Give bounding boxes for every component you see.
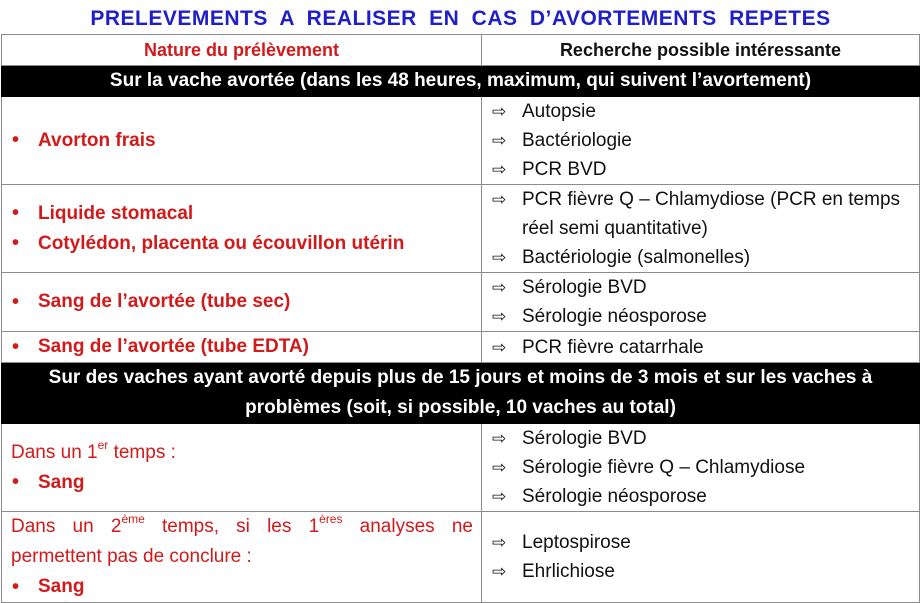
analysis-item [482,243,919,272]
sample-item [2,199,481,229]
analysis-cell [482,424,920,512]
sample-label: Sang [38,471,85,493]
analysis-item [482,453,919,482]
sample-label: Cotylédon, placenta ou écouvillon utérin [38,232,405,254]
analysis-item [482,424,919,453]
analysis-label: PCR BVD [522,159,607,180]
section-band-aborted-cow [2,66,920,97]
analysis-cell [482,97,920,185]
analysis-label: Sérologie néosporose [522,486,707,507]
analysis-item [482,333,919,362]
analysis-label: Bactériologie [522,130,632,151]
sample-item [2,287,481,317]
arrow-right-icon: ⇨ [492,458,507,477]
analysis-item [482,528,919,557]
document-title: PRELEVEMENTS A REALISER EN CAS D’AVORTEMENTS REPETES [90,7,831,30]
sample-cell [2,97,482,185]
table-row [2,185,920,273]
analysis-item [482,97,919,126]
analysis-cell [482,273,920,332]
section-band-other-cows [2,363,920,424]
arrow-right-icon: ⇨ [492,248,507,267]
analysis-label: Leptospirose [522,532,631,553]
step-intro: Dans un 2ème temps, si les 1ères analyses ne permettent pas de conclure : [11,512,473,567]
analysis-label: PCR fièvre Q – Chlamydiose (PCR en temps réel semi quantitative) [522,189,901,239]
header-possible-analysis: Recherche possible intéressante [482,35,920,66]
analysis-cell [482,332,920,363]
analysis-item [482,557,919,586]
arrow-right-icon: ⇨ [492,131,507,150]
arrow-right-icon: ⇨ [492,307,507,326]
table-row [2,424,920,512]
bullet-icon: • [12,129,20,151]
sample-cell [2,512,482,603]
arrow-right-icon: ⇨ [492,429,507,448]
sample-cell [2,185,482,273]
arrow-right-icon: ⇨ [492,278,507,297]
arrow-right-icon: ⇨ [492,190,507,209]
analysis-label: Sérologie fièvre Q – Chlamydiose [522,457,806,478]
arrow-right-icon: ⇨ [492,160,507,179]
table-row [2,97,920,185]
table-row [2,512,920,603]
sample-label: Sang de l’avortée (tube sec) [38,291,291,312]
arrow-right-icon: ⇨ [492,487,507,506]
sample-cell [2,332,482,363]
sample-label: Avorton frais [38,129,156,151]
analysis-item [482,482,919,511]
section-title-1: Sur la vache avortée (dans les 48 heures, maximum, qui suivent l’avortement) [2,66,920,97]
arrow-right-icon: ⇨ [492,102,507,121]
analysis-label: Sérologie BVD [522,428,647,449]
table-row [2,332,920,363]
analysis-label: Sérologie néosporose [522,306,707,327]
analysis-item [482,126,919,155]
sample-label: Sang de l’avortée (tube EDTA) [38,336,309,357]
section-title-2: Sur des vaches ayant avorté depuis plus de 15 jours et moins de 3 mois et sur les vaches à problèmes (soit, si possible, 10 vaches au total) [2,363,920,424]
sampling-table [1,34,920,603]
sample-item [2,126,481,156]
sample-cell [2,424,482,512]
analysis-label: Bactériologie (salmonelles) [522,247,751,268]
table-header-row [2,35,920,66]
analysis-item [482,155,919,184]
analysis-label: PCR fièvre catarrhale [522,336,704,358]
arrow-right-icon: ⇨ [492,337,507,357]
bullet-icon: • [12,335,20,358]
analysis-cell [482,185,920,273]
analysis-item [482,185,919,243]
bullet-icon: • [12,471,20,493]
sample-label: Liquide stomacal [38,202,194,224]
step-intro: Dans un 1er temps : [11,437,176,463]
arrow-right-icon: ⇨ [492,562,507,581]
bullet-icon: • [12,290,20,313]
sample-label: Sang [38,576,85,597]
analysis-cell [482,512,920,603]
bullet-icon: • [12,575,20,598]
analysis-label: Autopsie [522,101,596,122]
header-sample-nature: Nature du prélèvement [2,35,482,66]
sample-item [2,229,481,259]
analysis-label: Sérologie BVD [522,277,647,298]
sample-item [2,572,481,602]
analysis-label: Ehrlichiose [522,561,615,582]
sample-cell [2,273,482,332]
sample-item [2,468,481,498]
bullet-icon: • [12,202,20,224]
arrow-right-icon: ⇨ [492,533,507,552]
sample-item [2,332,481,362]
analysis-item [482,302,919,331]
table-row [2,273,920,332]
bullet-icon: • [12,232,20,254]
analysis-item [482,273,919,302]
